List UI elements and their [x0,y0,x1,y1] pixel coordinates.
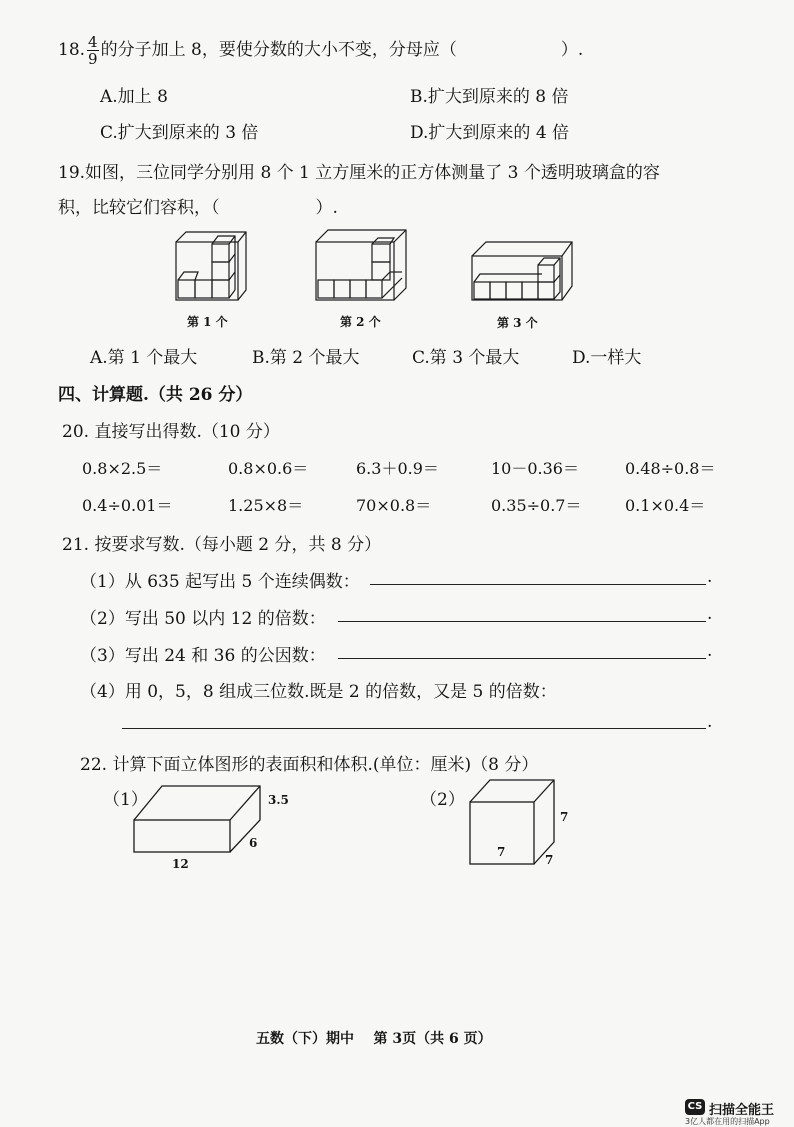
q21-item-2: （2）写出 50 以内 12 的倍数： [80,609,326,629]
caption-box-3: 第 3 个 [497,316,538,330]
q18-fraction-denominator: 9 [88,50,98,68]
calc-item[interactable]: 0.8×0.6＝ [228,459,309,478]
q18-option-a[interactable]: A.加上 8 [100,87,168,107]
calc-item[interactable]: 0.35÷0.7＝ [491,496,582,515]
glass-box-3-figure [466,238,576,304]
page-footer: 五数（下）期中 第 3页（共 6 页） [256,1031,492,1047]
glass-box-1-figure [170,228,252,304]
caption-box-1: 第 1 个 [187,315,228,329]
q20-title: 20. 直接写出得数.（10 分） [62,422,280,442]
watermark-app-name: 扫描全能王 [709,1103,775,1118]
q19-stem-line1: 19.如图，三位同学分别用 8 个 1 立方厘米的正方体测量了 3 个透明玻璃盒的容 [58,163,660,183]
calc-item[interactable]: 6.3＋0.9＝ [356,459,439,478]
q18-option-b[interactable]: B.扩大到原来的 8 倍 [410,87,569,107]
q19-option-d[interactable]: D.一样大 [572,348,642,368]
calc-item[interactable]: 70×0.8＝ [356,496,432,515]
q18-fraction [87,34,99,67]
calc-item[interactable]: 0.48÷0.8＝ [625,459,716,478]
cube-width-label: 7 [497,845,506,859]
q18-close: ）. [560,40,584,60]
cuboid-length-label: 12 [172,857,189,871]
q19-text: 积，比较它们容积，（ [58,198,220,218]
q18-fraction-numerator: 4 [88,33,98,51]
q19-option-a[interactable]: A.第 1 个最大 [90,348,198,368]
q21-answer-line-3[interactable] [338,658,706,659]
q21-period-4: . [707,712,713,732]
q21-answer-line-4[interactable] [122,728,706,729]
watermark-tagline: 3亿人都在用的扫描App [685,1117,770,1126]
calc-item[interactable]: 0.1×0.4＝ [625,496,706,515]
cuboid-width-label: 6 [249,836,258,850]
figure-2-label: （2） [420,790,465,810]
q19-close: ）. [315,198,338,218]
q18-option-d[interactable]: D.扩大到原来的 4 倍 [410,123,570,143]
q21-title: 21. 按要求写数.（每小题 2 分，共 8 分） [62,535,382,555]
cube-depth-label: 7 [545,853,554,867]
calc-item[interactable]: 0.8×2.5＝ [82,459,163,478]
q18-text: 的分子加上 8，要使分数的大小不变，分母应（ [100,40,457,60]
q21-item-1: （1）从 635 起写出 5 个连续偶数： [80,572,360,592]
q19-stem-line2 [58,193,338,218]
cube-height-label: 7 [560,810,569,824]
q21-item-3: （3）写出 24 和 36 的公因数： [80,646,326,666]
q21-period-3: . [707,641,713,661]
camscanner-logo-icon: CS [685,1099,705,1115]
cuboid-height-label: 3.5 [268,793,289,807]
calc-item[interactable]: 10－0.36＝ [491,459,579,478]
q18-option-c[interactable]: C.扩大到原来的 3 倍 [100,123,259,143]
q21-period-2: . [707,604,713,624]
figure-1-label: （1） [103,790,148,810]
q19-option-c[interactable]: C.第 3 个最大 [412,348,520,368]
calc-item[interactable]: 0.4÷0.01＝ [82,496,173,515]
q21-answer-line-2[interactable] [338,621,706,622]
calc-item[interactable]: 1.25×8＝ [228,496,304,515]
q21-answer-line-1[interactable] [370,584,706,585]
q22-title: 22. 计算下面立体图形的表面积和体积.(单位：厘米)（8 分） [80,755,539,775]
q21-item-4: （4）用 0，5，8 组成三位数.既是 2 的倍数，又是 5 的倍数： [80,682,557,702]
caption-box-2: 第 2 个 [340,315,381,329]
q18-stem [58,34,583,67]
q19-option-b[interactable]: B.第 2 个最大 [252,348,360,368]
glass-box-2-figure [310,226,410,304]
q18-number: 18. [58,40,86,60]
section-4-title: 四、计算题.（共 26 分） [58,385,253,405]
q21-period-1: . [707,567,713,587]
